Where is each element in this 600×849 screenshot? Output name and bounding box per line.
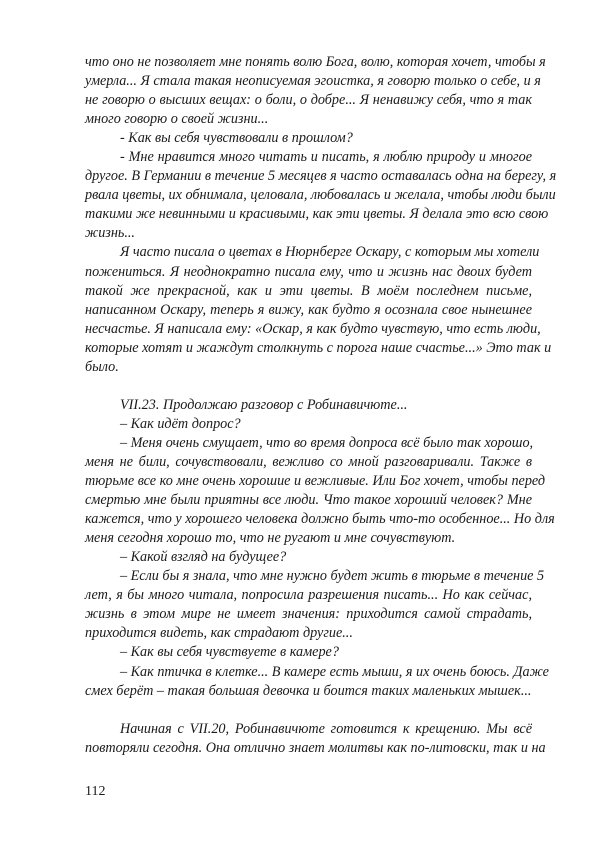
blank-line <box>85 701 532 720</box>
text-line: смертью мне были приятны все люди. Что такое хороший человек? Мне <box>85 492 532 509</box>
paragraph <box>85 396 532 415</box>
text-line: – Как птичка в клетке... В камере есть мыши, я их очень боюсь. Даже <box>120 663 549 680</box>
text-line: меня сегодня хорошо то, что не ругают и мне сочувствуют. <box>85 530 456 547</box>
text-line: было. <box>85 358 119 375</box>
text-line: – Как идёт допрос? <box>120 415 241 432</box>
text-line: такими же невинными и красивыми, как эти цветы. Я делала это всю свою <box>85 206 549 223</box>
text-line: написанном Оскару, теперь я вижу, как будто я осознала свое нынешнее <box>85 301 532 318</box>
text-line: смех берёт – такая большая девочка и боится таких маленьких мышек... <box>85 682 532 699</box>
text-line: много говорю о своей жизни... <box>85 111 269 128</box>
text-line: – Какой взгляд на будущее? <box>120 549 287 566</box>
paragraph <box>85 643 532 662</box>
paragraph <box>85 567 545 643</box>
document-body <box>85 53 557 758</box>
text-line: жизнь в этом мире не имеет значения: приходится самой страдать, <box>85 606 532 623</box>
text-line: другое. В Германии в течение 5 месяцев я часто оставалась одна на берегу, я <box>85 168 557 185</box>
blank-line <box>85 377 532 396</box>
text-line: кажется, что у хорошего человека должно быть что-то особенное... Но для <box>85 511 555 528</box>
page-number: 112 <box>85 784 106 799</box>
paragraph <box>85 243 552 376</box>
text-line: жизнь... <box>85 225 135 242</box>
text-line: пожениться. Я неоднократно писала ему, что и жизнь нас двоих будет <box>85 263 532 280</box>
text-line: – Меня очень смущает, что во время допроса всё было так хорошо, <box>120 434 534 451</box>
paragraph <box>85 548 532 567</box>
text-line: Начиная с VII.20, Робинавичюте готовится к крещению. Мы всё <box>120 720 532 737</box>
paragraph <box>85 663 549 701</box>
paragraph <box>85 720 546 758</box>
text-line: приходится видеть, как страдают другие... <box>85 625 353 642</box>
text-line: лет, я бы много читала, попросила разрешения писать... Но как сейчас, <box>85 587 532 604</box>
text-line: Я часто писала о цветах в Нюрнберге Оскару, с которым мы хотели <box>120 244 540 261</box>
text-line: такой же прекрасной, как и эти цветы. В моём последнем письме, <box>85 282 532 299</box>
paragraph <box>85 415 532 434</box>
text-line: VII.23. Продолжаю разговор с Робинавичюте... <box>120 396 408 413</box>
text-line: что оно не позволяет мне понять волю Бога, волю, которая хочет, чтобы я <box>85 54 546 70</box>
text-line: рвала цветы, их обнимала, целовала, любовалась и желала, чтобы люди были <box>85 187 556 204</box>
text-line: - Как вы себя чувствовали в прошлом? <box>120 130 353 147</box>
paragraph <box>85 148 557 243</box>
text-line: тюрьме все ко мне очень хорошие и вежливые. Или Бог хочет, чтобы перед <box>85 473 546 490</box>
text-line: – Как вы себя чувствуете в камере? <box>120 644 339 661</box>
text-line: которые хотят и жаждут столкнуть с порога наше счастье...» Это так и <box>85 339 552 356</box>
text-line: не говорю о высших вещах: о боли, о добре... Я ненавижу себя, что я так <box>85 92 532 109</box>
text-line: - Мне нравится много читать и писать, я люблю природу и многое <box>120 149 532 166</box>
text-line: повторяли сегодня. Она отлично знает молитвы как по-литовски, так и на <box>85 739 546 756</box>
paragraph <box>85 53 546 129</box>
text-line: несчастье. Я написала ему: «Оскар, я как будто чувствую, что есть люди, <box>85 320 541 337</box>
paragraph <box>85 434 555 548</box>
text-line: умерла... Я стала такая неописуемая эгоистка, я говорю только о себе, и я <box>85 73 541 90</box>
paragraph <box>85 129 532 148</box>
text-line: – Если бы я знала, что мне нужно будет жить в тюрьме в течение 5 <box>120 568 545 585</box>
text-line: меня не били, сочувствовали, вежливо со мной разговаривали. Также в <box>85 453 532 470</box>
